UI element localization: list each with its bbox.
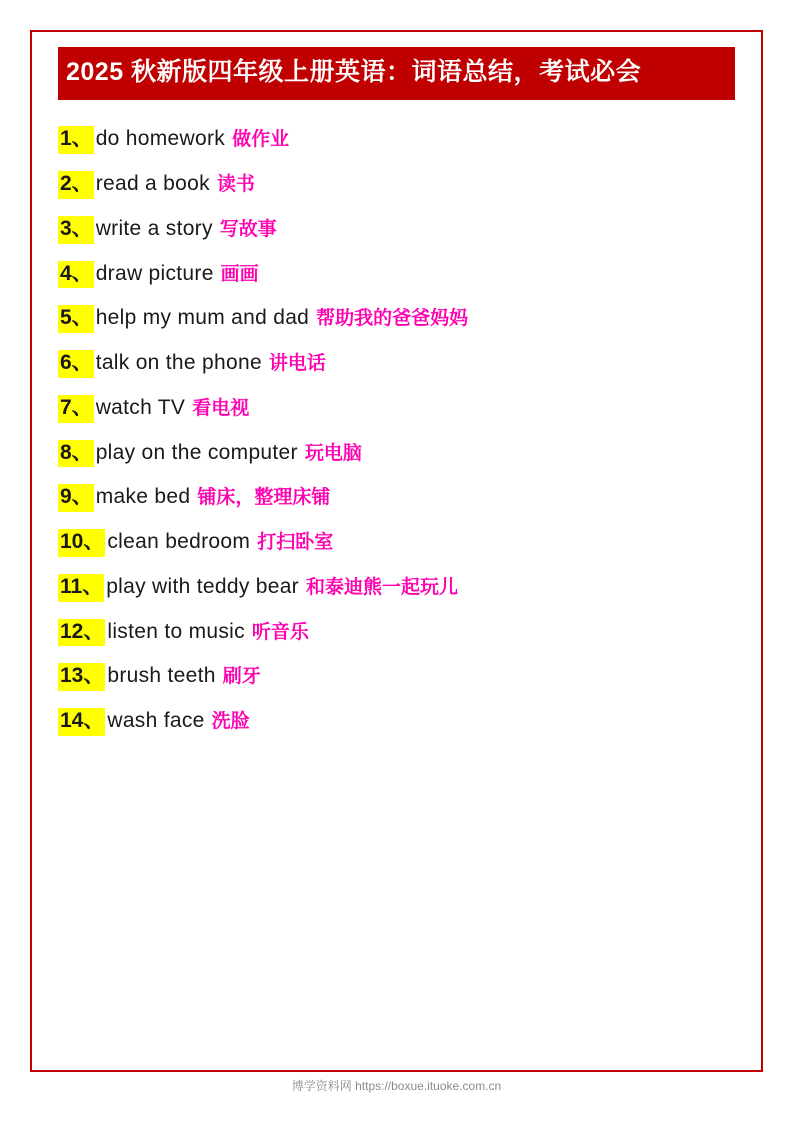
item-chinese: 刷牙: [222, 666, 261, 688]
item-chinese: 听音乐: [251, 621, 309, 643]
item-chinese: 看电视: [192, 397, 250, 419]
item-english: do homework: [95, 127, 226, 151]
list-item: [58, 529, 735, 557]
item-number: 7、: [58, 395, 94, 423]
page-title: 2025 秋新版四年级上册英语：词语总结，考试必会: [58, 47, 735, 100]
item-chinese: 洗脸: [211, 711, 250, 733]
list-item: [58, 484, 735, 512]
list-item: [58, 708, 735, 736]
item-chinese: 打扫卧室: [257, 532, 334, 554]
item-chinese: 和泰迪熊一起玩儿: [305, 576, 458, 598]
list-item: [58, 619, 735, 647]
item-number: 14、: [58, 708, 105, 736]
item-english: play with teddy bear: [106, 574, 299, 598]
list-item: [58, 440, 735, 468]
item-chinese: 做作业: [232, 129, 290, 151]
vocabulary-list: [58, 126, 735, 736]
item-number: 9、: [58, 484, 94, 512]
item-chinese: 玩电脑: [304, 442, 362, 464]
item-number: 10、: [58, 529, 105, 557]
item-english: talk on the phone: [95, 351, 262, 375]
item-number: 5、: [58, 305, 94, 333]
item-english: brush teeth: [107, 664, 216, 688]
item-english: help my mum and dad: [95, 306, 310, 330]
item-number: 1、: [58, 126, 94, 154]
item-english: draw picture: [95, 261, 214, 285]
item-english: listen to music: [107, 619, 245, 643]
item-english: clean bedroom: [107, 530, 251, 554]
item-number: 13、: [58, 663, 105, 691]
item-english: wash face: [107, 709, 205, 733]
item-number: 2、: [58, 171, 94, 199]
item-english: make bed: [95, 485, 191, 509]
item-chinese: 讲电话: [268, 353, 326, 375]
list-item: [58, 261, 735, 289]
item-number: 4、: [58, 261, 94, 289]
list-item: [58, 395, 735, 423]
item-number: 8、: [58, 440, 94, 468]
list-item: [58, 574, 735, 602]
list-item: [58, 216, 735, 244]
item-number: 11、: [58, 574, 104, 602]
document-content: [33, 47, 760, 736]
item-number: 12、: [58, 619, 105, 647]
list-item: [58, 171, 735, 199]
item-number: 6、: [58, 350, 94, 378]
item-chinese: 铺床，整理床铺: [197, 487, 331, 509]
item-english: watch TV: [95, 395, 186, 419]
item-chinese: 写故事: [219, 218, 277, 240]
list-item: [58, 350, 735, 378]
list-item: [58, 305, 735, 333]
watermark-text: 博学资料网 https://boxue.ituoke.com.cn: [291, 1079, 502, 1093]
item-english: play on the computer: [95, 440, 298, 464]
item-chinese: 画画: [220, 263, 259, 285]
item-english: write a story: [95, 216, 213, 240]
item-number: 3、: [58, 216, 94, 244]
list-item: [58, 663, 735, 691]
list-item: [58, 126, 735, 154]
item-english: read a book: [95, 172, 210, 196]
item-chinese: 帮助我的爸爸妈妈: [316, 308, 469, 330]
item-chinese: 读书: [216, 174, 255, 196]
